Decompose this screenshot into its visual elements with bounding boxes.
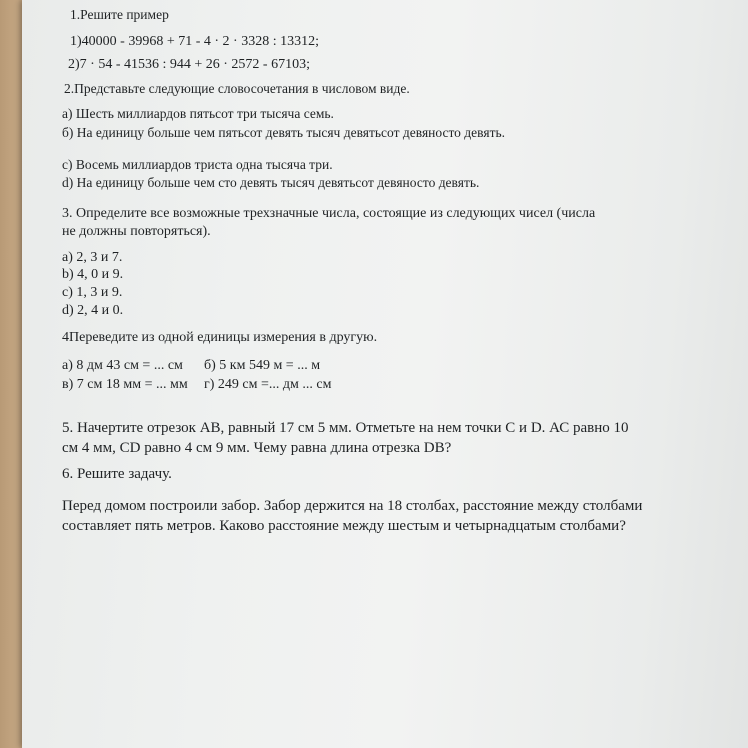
task4-title: 4Переведите из одной единицы измерения в другую. [62,330,378,345]
task2-title: 2.Представьте следующие словосочетания в числовом виде. [64,81,410,96]
task1-line1: 1)40000 - 39968 + 71 - 4 · 2 · 3328 : 13312; [70,34,319,49]
task1-title: 1.Решите пример [70,7,169,22]
task4-item-c: в) 7 см 18 мм = ... мм [62,377,188,392]
task3-item-b: b) 4, 0 и 9. [62,267,124,282]
task2-item-d: d) На единицу больше чем сто девять тысяч девятьсот девяносто девять. [62,175,480,190]
task4-item-b: б) 5 км 549 м = ... м [204,358,321,373]
task4-item-a: а) 8 дм 43 см = ... см [62,358,183,373]
task3-item-c: с) 1, 3 и 9. [62,285,123,300]
task2-item-b: б) На единицу больше чем пятьсот девять тысяч девятьсот девяносто девять. [62,125,505,140]
task5-line2: см 4 мм, CD равно 4 см 9 мм. Чему равна длина отрезка DB? [62,440,452,456]
task6-title: 6. Решите задачу. [62,466,172,482]
task3-title-line2: не должны повторяться). [62,224,211,239]
task2-item-a: а) Шесть миллиардов пятьсот три тысяча семь. [62,106,334,121]
task2-item-c: с) Восемь миллиардов триста одна тысяча три. [62,157,333,172]
task6-line2: составляет пять метров. Каково расстояние между шестым и четырнадцатым столбами? [62,518,626,534]
task3-item-d: d) 2, 4 и 0. [62,303,124,318]
task1-line2: 2)7 · 54 - 41536 : 944 + 26 · 2572 - 67103; [68,57,310,72]
task3-item-a: а) 2, 3 и 7. [62,250,123,265]
task4-item-d: г) 249 см =... дм ... см [204,377,332,392]
task5-line1: 5. Начертите отрезок АВ, равный 17 см 5 мм. Отметьте на нем точки С и D. АС равно 10 [62,420,629,436]
task3-title-line1: 3. Определите все возможные трехзначные числа, состоящие из следующих чисел (числа [62,206,596,221]
task6-line1: Перед домом построили забор. Забор держится на 18 столбах, расстояние между столбами [62,498,643,514]
